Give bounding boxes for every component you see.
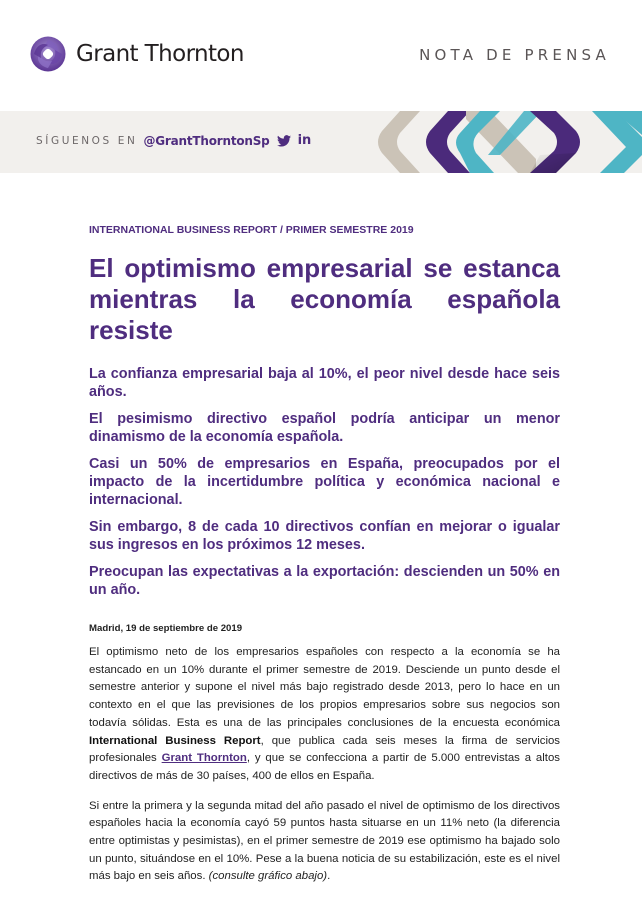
para-text: El optimismo neto de los empresarios españoles con respecto a la economía se ha estancado en un 10% durante el primer semestre de 2019. Desciende un punto desde el semestre anterior y supone el nivel más bajo registrado desde 2013, pero lo hace en un contexto en el que las previsiones de los propios empresarios sobre sus negocios son todavía sólidas. Esta es una de las principales conclusiones de la encuesta económica <box>89 646 560 729</box>
para-text: , que publica cada seis meses la firma de servicios profesionales <box>89 734 561 765</box>
highlight-item: El pesimismo directivo español podría anticipar un menor dinamismo de la economía española. <box>89 411 560 445</box>
highlight-item: Sin embargo, 8 de cada 10 directivos confían en mejorar o igualar sus ingresos en los próximos 12 meses. <box>89 519 560 553</box>
press-release-body <box>89 224 560 898</box>
document-type-label: NOTA DE PRENSA <box>419 46 610 64</box>
headline: El optimismo empresarial se estanca mientras la economía española resiste <box>89 253 560 345</box>
highlight-item: La confianza empresarial baja al 10%, el peor nivel desde hace seis años. <box>89 366 560 400</box>
dateline: Madrid, 19 de septiembre de 2019 <box>89 623 243 634</box>
report-name-bold: International Business Report <box>89 734 261 747</box>
grant-thornton-swirl-icon <box>30 36 66 72</box>
grant-thornton-link[interactable]: Grant Thornton <box>161 752 247 765</box>
highlight-item: Casi un 50% de empresarios en España, preocupados por el impacto de la incertidumbre política y económica nacional e internacional. <box>89 456 560 508</box>
body-paragraph-1 <box>89 644 560 786</box>
brand-name: Grant Thornton <box>76 41 244 67</box>
follow-us <box>36 133 311 148</box>
linkedin-icon[interactable]: in <box>297 133 312 148</box>
twitter-handle-link[interactable]: @GrantThorntonSp <box>143 133 270 148</box>
decorative-chevron-pattern-icon <box>360 111 642 173</box>
body-paragraph-2 <box>89 798 560 887</box>
follow-label: SÍGUENOS EN <box>36 134 138 147</box>
twitter-icon[interactable] <box>277 135 291 147</box>
chart-reference: (consulte gráfico abajo) <box>208 870 328 883</box>
highlights-list <box>89 365 560 599</box>
report-kicker: INTERNATIONAL BUSINESS REPORT / PRIMER SEMESTRE 2019 <box>89 224 414 236</box>
grant-thornton-logo[interactable] <box>30 36 244 72</box>
para-text: . <box>327 870 331 883</box>
social-follow-band <box>0 111 642 173</box>
para-text: , y que se confecciona a partir de 5.000 entrevistas a altos directivos de más de 30 países, 400 de ellos en España. <box>89 752 560 782</box>
page-header <box>0 0 642 111</box>
para-text: Si entre la primera y la segunda mitad del año pasado el nivel de optimismo de los directivos españoles hacia la economía cayó 59 puntos hasta situarse en un 11% neto (la diferencia entre optimistas y pesimistas), en el primer semestre de 2019 ese optimismo ha bajado solo un punto, situándose en el 10%. Pese a la buena noticia de su estabilización, este es el nivel más bajo en seis años. <box>89 799 560 883</box>
highlight-item: Preocupan las expectativas a la exportación: descienden un 50% en un año. <box>89 564 560 598</box>
